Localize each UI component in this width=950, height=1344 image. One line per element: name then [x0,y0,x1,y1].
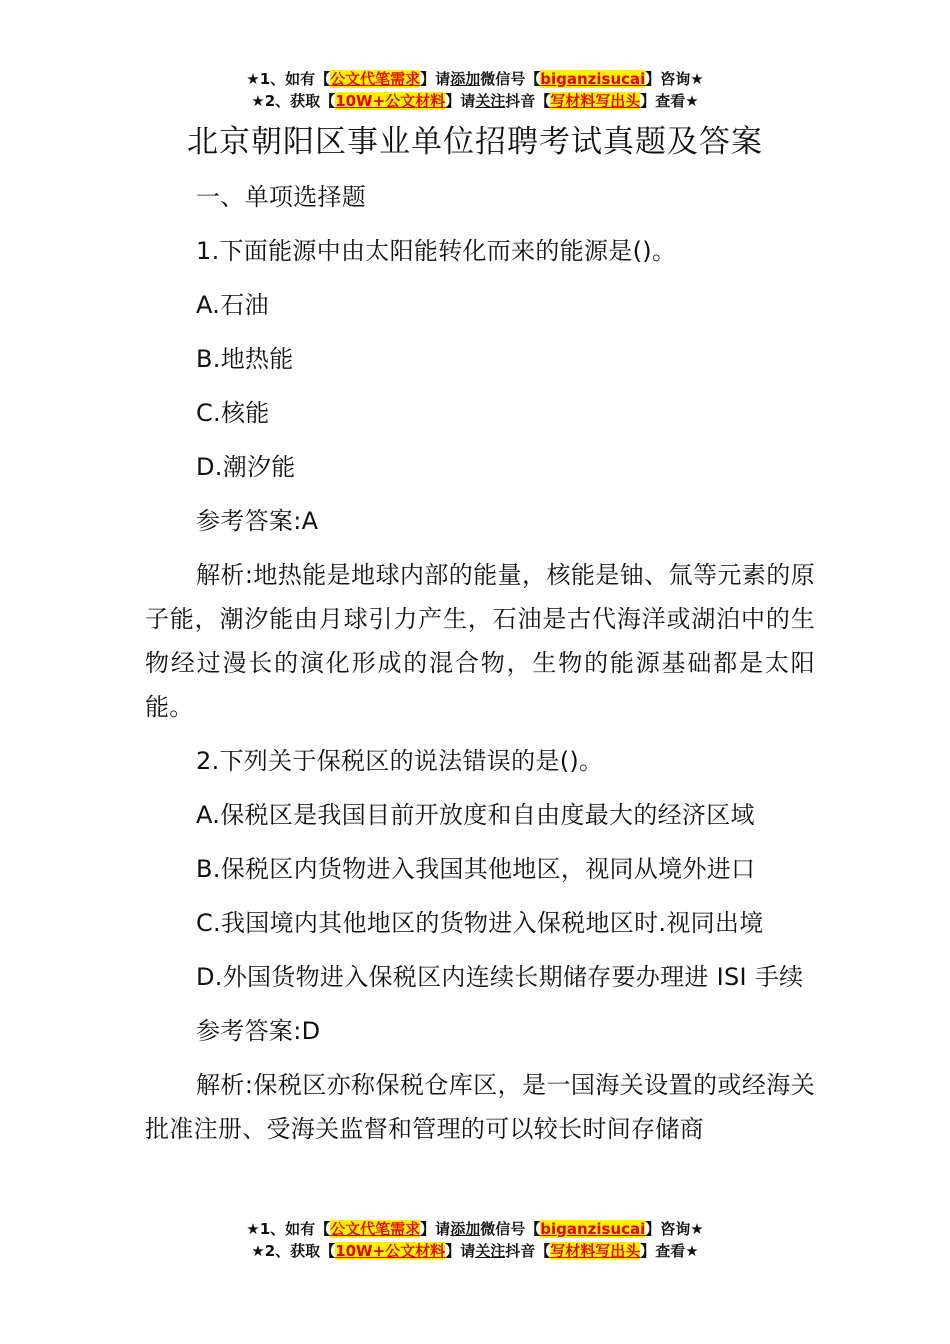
banner-highlight: 公文代笔需求 [330,70,421,88]
banner-text: ★1、如有【 [246,1220,331,1238]
section-heading: 一、单项选择题 [196,183,367,211]
banner-line-1 [0,68,950,90]
banner-text: 抖音【 [505,1242,551,1260]
banner-line-2 [0,1240,950,1262]
explanation: 解析:地热能是地球内部的能量，核能是铀、氚等元素的原子能，潮汐能由月球引力产生，石油是古代海洋或湖泊中的生物经过漫长的演化形成的混合物，生物的能源基础都是太阳能。 [145,561,815,721]
banner-text: 添加 [450,1220,481,1238]
banner-text: ★1、如有【 [246,70,331,88]
banner-text: 】请 [420,70,451,88]
option-c: C.我国境内其他地区的货物进入保税地区时.视同出境 [196,909,764,937]
banner-highlight: 10W+公文材料 [335,92,446,110]
banner-text: 】请 [445,1242,476,1260]
question-stem: 2.下列关于保税区的说法错误的是()。 [196,747,604,775]
option-a: A.保税区是我国目前开放度和自由度最大的经济区域 [196,801,755,829]
banner-line-1 [0,1218,950,1240]
option-c: C.核能 [196,399,270,427]
banner-text: 抖音【 [505,92,551,110]
option-a: A.石油 [196,291,269,319]
banner-text: ★2、获取【 [251,1242,336,1260]
banner-text: ★2、获取【 [251,92,336,110]
banner-highlight: 写材料写出头 [550,1242,641,1260]
header-banner [0,68,950,112]
option-d: D.外国货物进入保税区内连续长期储存要办理进 ISI 手续 [196,963,804,991]
option-d: D.潮汐能 [196,453,296,481]
banner-line-2 [0,90,950,112]
banner-highlight: 10W+公文材料 [335,1242,446,1260]
answer: 参考答案:D [196,1017,321,1045]
page-title: 北京朝阳区事业单位招聘考试真题及答案 [187,124,763,160]
banner-text: 关注 [475,1242,506,1260]
answer: 参考答案:A [196,507,319,535]
option-b: B.地热能 [196,345,294,373]
banner-text: 添加 [450,70,481,88]
banner-text: 】查看★ [640,1242,699,1260]
banner-text: 】请 [445,92,476,110]
question-stem: 1.下面能源中由太阳能转化而来的能源是()。 [196,237,677,265]
banner-text: 】请 [420,1220,451,1238]
banner-highlight: biganzisucai [540,70,646,88]
banner-text: 】咨询★ [645,70,704,88]
document-body [145,175,815,1161]
banner-text: 微信号【 [480,70,541,88]
banner-highlight: 公文代笔需求 [330,1220,421,1238]
option-b: B.保税区内货物进入我国其他地区，视同从境外进口 [196,855,756,883]
banner-text: 】查看★ [640,92,699,110]
explanation: 解析:保税区亦称保税仓库区，是一国海关设置的或经海关批准注册、受海关监督和管理的可以较长时间存储商 [145,1071,815,1143]
banner-text: 】咨询★ [645,1220,704,1238]
banner-text: 微信号【 [480,1220,541,1238]
banner-highlight: 写材料写出头 [550,92,641,110]
banner-text: 关注 [475,92,506,110]
banner-highlight: biganzisucai [540,1220,646,1238]
footer-banner [0,1218,950,1262]
